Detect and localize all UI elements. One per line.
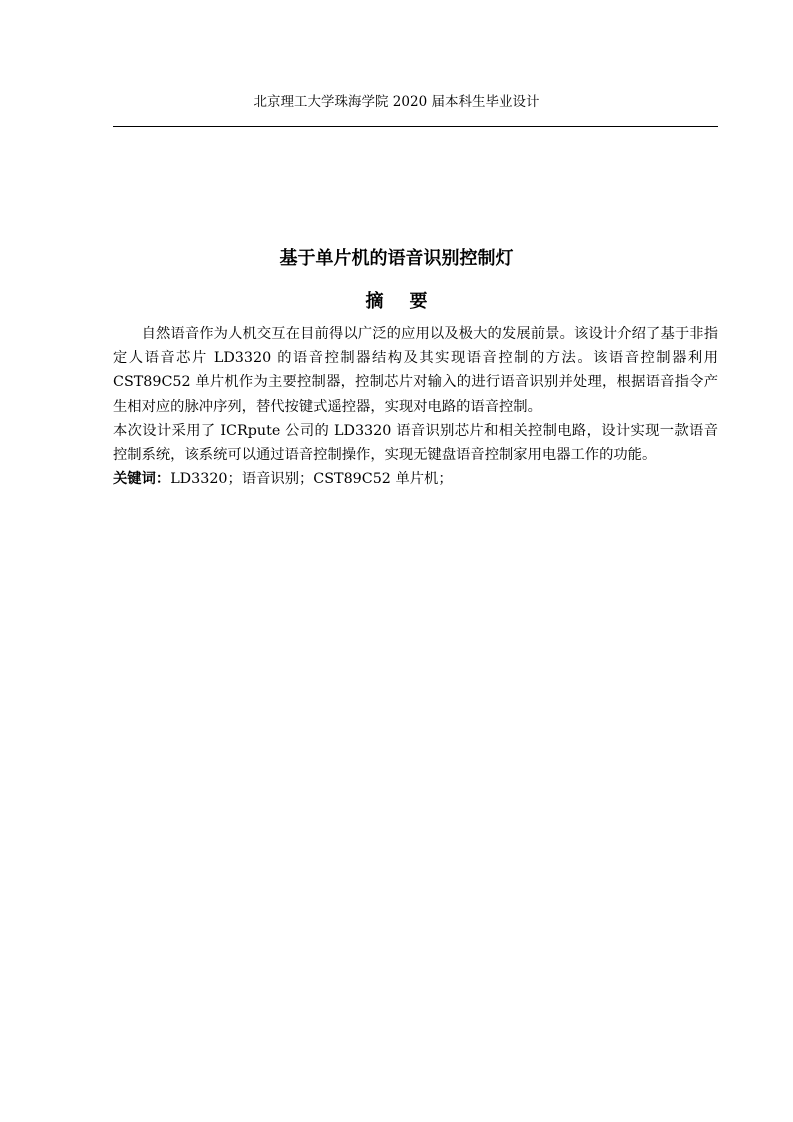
abstract-paragraph-1: 自然语音作为人机交互在目前得以广泛的应用以及极大的发展前景。该设计介绍了基于非指定人语音芯片 LD3320 的语音控制器结构及其实现语音控制的方法。该语音控制器利用 CST89C52 单片机作为主要控制器，控制芯片对输入的进行语音识别并处理，根据语音指令产生相对应的脉冲序列，替代按键式遥控器，实现对电路的语音控制。 xyxy=(113,326,718,415)
abstract-paragraph-2: 本次设计采用了 ICRpute 公司的 LD3320 语音识别芯片和相关控制电路，设计实现一款语音控制系统，该系统可以通过语音控制操作，实现无键盘语音控制家用电器工作的功能。 xyxy=(113,422,718,464)
abstract-body xyxy=(113,322,718,491)
running-header: 北京理工大学珠海学院 2020 届本科生毕业设计 xyxy=(253,94,540,110)
thesis-title: 基于单片机的语音识别控制灯 xyxy=(279,248,514,269)
keywords-value: LD3320；语音识别；CST89C52 单片机； xyxy=(170,471,453,488)
keywords-line xyxy=(113,467,718,491)
keywords-label: 关键词： xyxy=(113,471,171,488)
header-divider xyxy=(113,126,718,127)
abstract-heading: 摘要 xyxy=(365,291,454,312)
